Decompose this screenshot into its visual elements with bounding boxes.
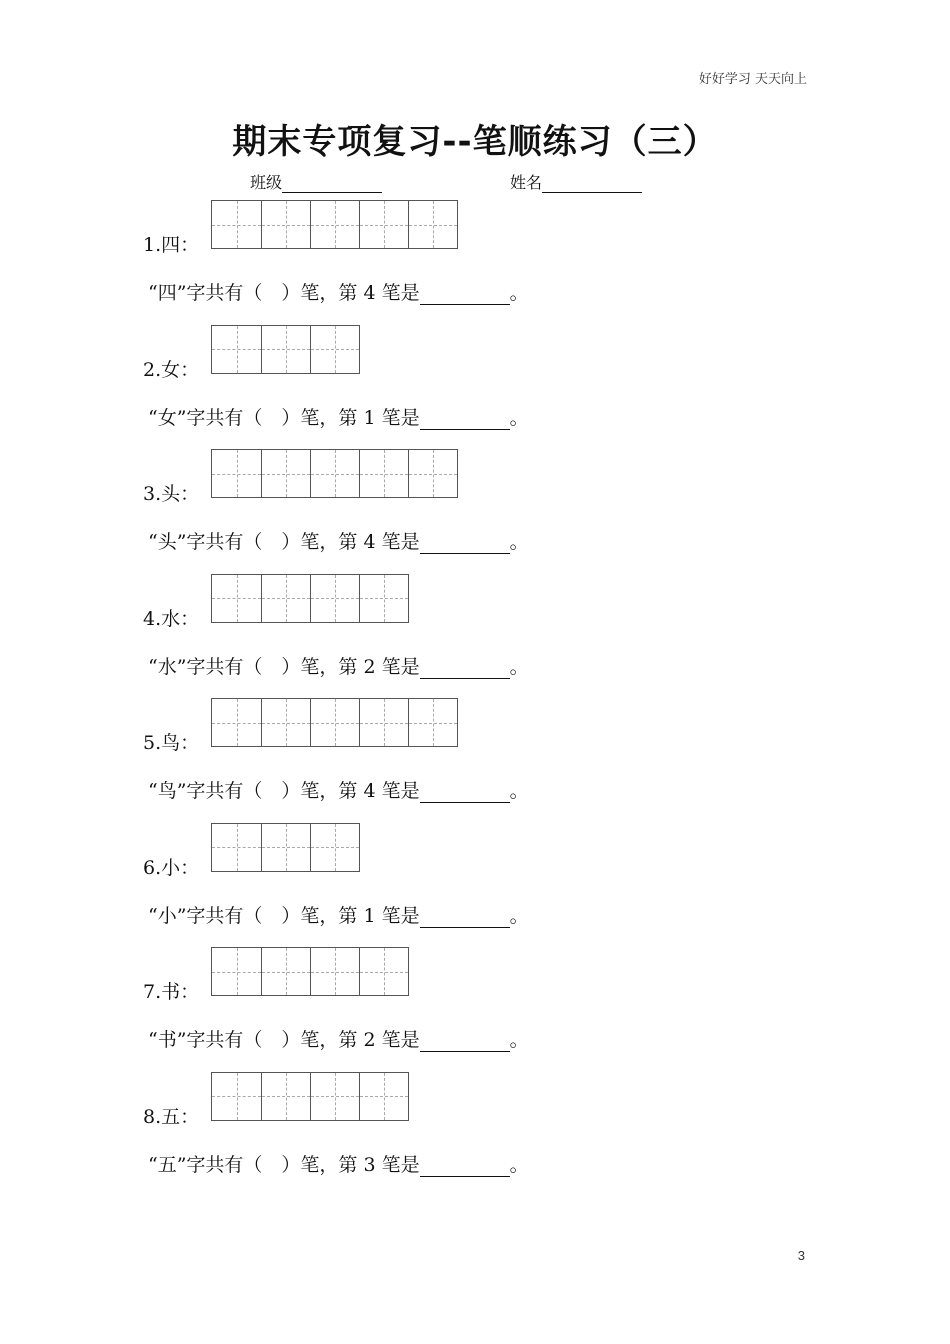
- answer-blank[interactable]: [420, 660, 510, 679]
- name-blank[interactable]: [542, 176, 642, 193]
- question-sentence: “五”字共有（ ）笔，第 3 笔是: [148, 1153, 420, 1176]
- question-text: [148, 652, 529, 679]
- question-label: 8.五：: [143, 1105, 200, 1128]
- question-text: [148, 776, 529, 803]
- writing-cell[interactable]: [310, 948, 359, 995]
- writing-cell[interactable]: [310, 1073, 359, 1120]
- writing-cell[interactable]: [261, 201, 310, 248]
- writing-cell[interactable]: [212, 824, 261, 871]
- writing-cell[interactable]: [359, 201, 408, 248]
- question-label: 2.女：: [143, 358, 200, 381]
- writing-cell[interactable]: [359, 948, 408, 995]
- writing-grid: [211, 823, 360, 872]
- writing-grid: [211, 1072, 409, 1121]
- writing-cell[interactable]: [261, 326, 310, 373]
- writing-cell[interactable]: [359, 575, 408, 622]
- question-sentence: “小”字共有（ ）笔，第 1 笔是: [148, 904, 420, 927]
- writing-cell[interactable]: [212, 450, 261, 497]
- writing-grid: [211, 698, 458, 747]
- writing-cell[interactable]: [310, 824, 359, 871]
- page-title: 期末专项复习--笔顺练习（三）: [232, 122, 718, 162]
- writing-grid: [211, 947, 409, 996]
- sentence-end: 。: [509, 531, 529, 553]
- answer-blank[interactable]: [420, 1033, 510, 1052]
- question-sentence: “头”字共有（ ）笔，第 4 笔是: [148, 531, 420, 553]
- sentence-end: 。: [509, 904, 529, 927]
- answer-blank[interactable]: [420, 535, 510, 554]
- question-sentence: “四”字共有（ ）笔，第 4 笔是: [148, 282, 420, 304]
- question-item: [143, 823, 843, 948]
- question-text: [148, 403, 529, 430]
- question-sentence: “书”字共有（ ）笔，第 2 笔是: [148, 1029, 420, 1051]
- writing-cell[interactable]: [310, 575, 359, 622]
- question-text: [148, 901, 529, 928]
- writing-cell[interactable]: [261, 575, 310, 622]
- question-label: 7.书：: [143, 981, 200, 1003]
- writing-cell[interactable]: [408, 699, 457, 746]
- question-text: [148, 527, 529, 554]
- question-sentence: “鸟”字共有（ ）笔，第 4 笔是: [148, 780, 420, 802]
- question-label: 6.小：: [143, 856, 200, 879]
- question-item: [143, 698, 843, 823]
- writing-cell[interactable]: [261, 824, 310, 871]
- question-item: [143, 574, 843, 699]
- question-item: [143, 325, 843, 450]
- writing-cell[interactable]: [310, 699, 359, 746]
- writing-cell[interactable]: [212, 575, 261, 622]
- writing-cell[interactable]: [212, 201, 261, 248]
- question-sentence: “水”字共有（ ）笔，第 2 笔是: [148, 655, 420, 678]
- header-note: 好好学习 天天向上: [698, 72, 807, 87]
- sentence-end: 。: [509, 780, 529, 802]
- question-text: [148, 1150, 529, 1177]
- writing-cell[interactable]: [212, 326, 261, 373]
- page-number: 3: [797, 1248, 805, 1263]
- answer-blank[interactable]: [420, 784, 510, 803]
- writing-cell[interactable]: [310, 201, 359, 248]
- writing-grid: [211, 200, 458, 249]
- question-label: 4.水：: [143, 607, 200, 630]
- writing-cell[interactable]: [212, 948, 261, 995]
- answer-blank[interactable]: [420, 286, 510, 305]
- question-label: 5.鸟：: [143, 732, 200, 754]
- sentence-end: 。: [509, 282, 529, 304]
- question-item: [143, 1072, 843, 1197]
- question-item: [143, 200, 843, 325]
- question-text: [148, 278, 529, 305]
- question-sentence: “女”字共有（ ）笔，第 1 笔是: [148, 406, 420, 429]
- name-label: 姓名: [510, 173, 543, 192]
- writing-cell[interactable]: [310, 450, 359, 497]
- question-item: [143, 947, 843, 1072]
- sentence-end: 。: [509, 1029, 529, 1051]
- question-text: [148, 1025, 529, 1052]
- writing-cell[interactable]: [359, 1073, 408, 1120]
- writing-cell[interactable]: [408, 201, 457, 248]
- writing-grid: [211, 574, 409, 623]
- writing-cell[interactable]: [261, 450, 310, 497]
- class-field: [250, 170, 382, 193]
- writing-cell[interactable]: [261, 699, 310, 746]
- writing-cell[interactable]: [359, 699, 408, 746]
- writing-cell[interactable]: [408, 450, 457, 497]
- answer-blank[interactable]: [420, 909, 510, 928]
- sentence-end: 。: [509, 1153, 529, 1176]
- writing-cell[interactable]: [261, 1073, 310, 1120]
- sentence-end: 。: [509, 406, 529, 429]
- class-label: 班级: [250, 173, 283, 192]
- answer-blank[interactable]: [420, 1158, 510, 1177]
- question-label: 1.四：: [143, 234, 200, 256]
- writing-cell[interactable]: [310, 326, 359, 373]
- question-item: [143, 449, 843, 574]
- class-blank[interactable]: [282, 176, 382, 193]
- question-label: 3.头：: [143, 483, 200, 505]
- sentence-end: 。: [509, 655, 529, 678]
- writing-cell[interactable]: [212, 1073, 261, 1120]
- writing-cell[interactable]: [212, 699, 261, 746]
- writing-grid: [211, 325, 360, 374]
- writing-cell[interactable]: [359, 450, 408, 497]
- writing-grid: [211, 449, 458, 498]
- name-field: [510, 170, 642, 193]
- answer-blank[interactable]: [420, 411, 510, 430]
- writing-cell[interactable]: [261, 948, 310, 995]
